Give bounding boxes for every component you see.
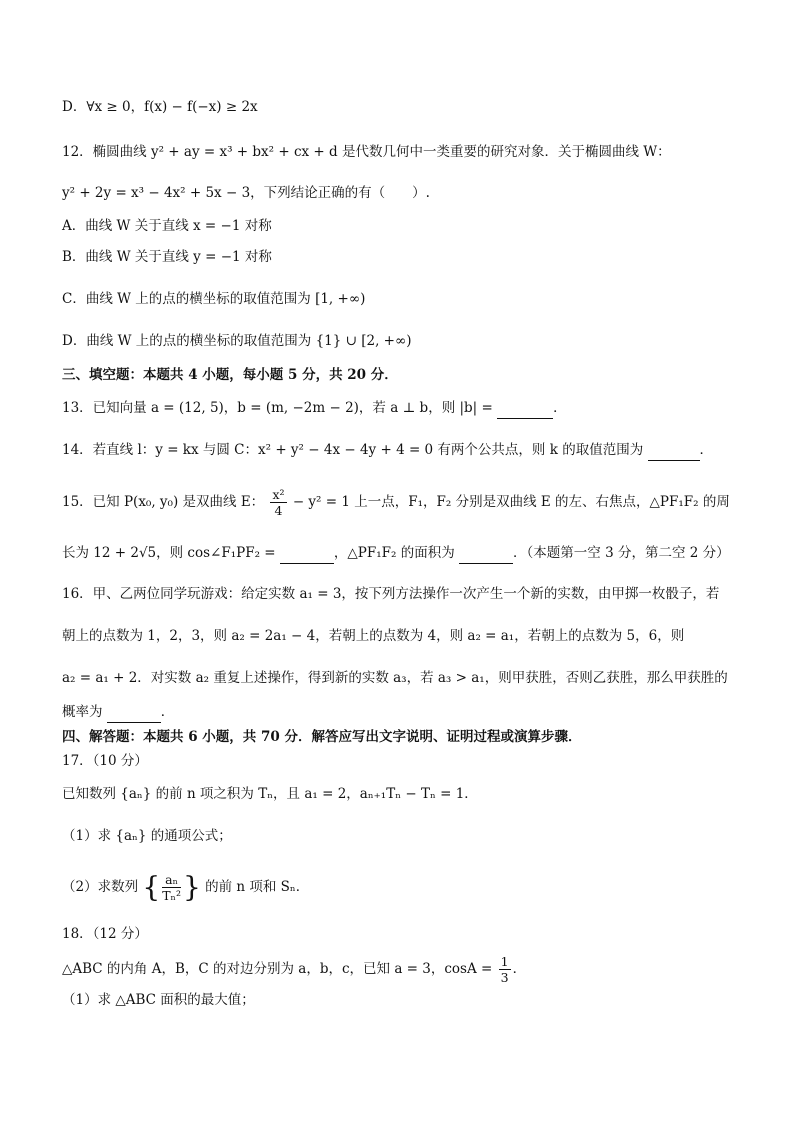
q13: 13．已知向量 a = (12, 5)，b = (m, −2m − 2)，若 a ⊥ b，则 |b| = ．: [62, 398, 754, 419]
answer-blank: [459, 543, 513, 564]
q12-option-d: D．曲线 W 上的点的横坐标的取值范围为 {1} ∪ [2, +∞): [62, 333, 412, 349]
q15-first-line: [62, 485, 754, 519]
q13-text: 13．已知向量 a = (12, 5)，b = (m, −2m − 2)，若 a ⊥ b，则 |b| =: [62, 400, 493, 416]
section-solution-title: 四、解答题：本题共 6 小题，共 70 分．解答应写出文字说明、证明过程或演算步骤．: [62, 729, 582, 745]
q15-text-post: − y² = 1 上一点，F₁，F₂ 分别是双曲线 E 的左、右焦点，△PF₁F₂ 的周: [292, 494, 730, 510]
q16-line-3: a₂ = a₁ + 2．对实数 a₂ 重复上述操作，得到新的实数 a₃，若 a₃ > a₁，则甲获胜，否则乙获胜，那么甲获胜的: [62, 670, 728, 686]
q17-part2: [62, 870, 754, 905]
left-brace-icon: {: [142, 870, 161, 904]
q16-text-d: 概率为: [62, 704, 103, 720]
q17-fraction: $\frac{\text{aₙ}}{\text{Tₙ²}}$: [162, 872, 181, 903]
q12-stem: 12．椭圆曲线 y² + ay = x³ + bx² + cx + d 是代数几何中一类重要的研究对象．关于椭圆曲线 W：: [62, 144, 671, 160]
right-brace-icon: }: [182, 870, 201, 904]
q18-part1: （1）求 △ABC 面积的最大值；: [62, 992, 255, 1008]
q15-fraction: $\frac{\text{x²}}{4}$: [272, 487, 285, 518]
q18-header: 18．（12 分）: [62, 926, 148, 942]
q12-option-b: B．曲线 W 关于直线 y = −1 对称: [62, 249, 272, 265]
section-fill-in-title: 三、填空题：本题共 4 小题，每小题 5 分，共 20 分．: [62, 367, 398, 383]
q15-text-b: 长为 12 + 2√5，则 cos∠F₁PF₂ =: [62, 545, 276, 561]
q18-stem: △ABC 的内角 A，B，C 的对边分别为 a，b，c，已知 a = 3，cosA = $\frac{1}{3}$ ．: [62, 954, 527, 985]
q16-line-4: 概率为 ．: [62, 702, 754, 723]
q15-text-b2: ，△PF₁F₂ 的面积为: [333, 545, 455, 561]
q14-text: 14．若直线 l：y = kx 与圆 C：x² + y² − 4x − 4y + 4 = 0 有两个公共点，则 k 的取值范围为: [62, 442, 644, 458]
q17-stem: 已知数列 {aₙ} 的前 n 项之积为 Tₙ，且 a₁ = 2，aₙ₊₁Tₙ − Tₙ = 1．: [62, 786, 478, 802]
q11-option-d: D．∀x ≥ 0，f(x) − f(−x) ≥ 2x: [62, 99, 258, 115]
q17-part2-pre: （2）求数列: [62, 879, 139, 895]
q15-second-line: [62, 543, 754, 564]
answer-blank: [280, 543, 334, 564]
q15-text-pre: 15．已知 P(x₀, y₀) 是双曲线 E：: [62, 494, 265, 510]
answer-blank: [497, 398, 553, 419]
q18-fraction: $\frac{1}{3}$: [500, 954, 509, 985]
answer-blank: [107, 702, 161, 723]
q16-line-1: 16．甲、乙两位同学玩游戏：给定实数 a₁ = 3，按下列方法操作一次产生一个新的实数，由甲掷一枚骰子，若: [62, 586, 720, 602]
q14: 14．若直线 l：y = kx 与圆 C：x² + y² − 4x − 4y + 4 = 0 有两个公共点，则 k 的取值范围为 ．: [62, 440, 754, 461]
q12-equation: y² + 2y = x³ − 4x² + 5x − 3，下列结论正确的有（ ）.: [62, 185, 430, 201]
answer-blank: [648, 440, 700, 461]
q17-part1: （1）求 {aₙ} 的通项公式；: [62, 828, 232, 844]
q16-line-2: 朝上的点数为 1，2，3，则 a₂ = 2a₁ − 4，若朝上的点数为 4，则 a₂ = a₁，若朝上的点数为 5，6，则: [62, 628, 685, 644]
q12-option-c: C．曲线 W 上的点的横坐标的取值范围为 [1, +∞): [62, 291, 366, 307]
q17-part2-post: 的前 n 项和 Sₙ．: [205, 879, 310, 895]
q15-text-b3: ．（本题第一空 3 分，第二空 2 分）: [513, 545, 730, 561]
q18-text: △ABC 的内角 A，B，C 的对边分别为 a，b，c，已知 a = 3，cosA =: [62, 961, 493, 977]
q12-option-a: A．曲线 W 关于直线 x = −1 对称: [62, 218, 272, 234]
q17-header: 17．（10 分）: [62, 753, 148, 769]
